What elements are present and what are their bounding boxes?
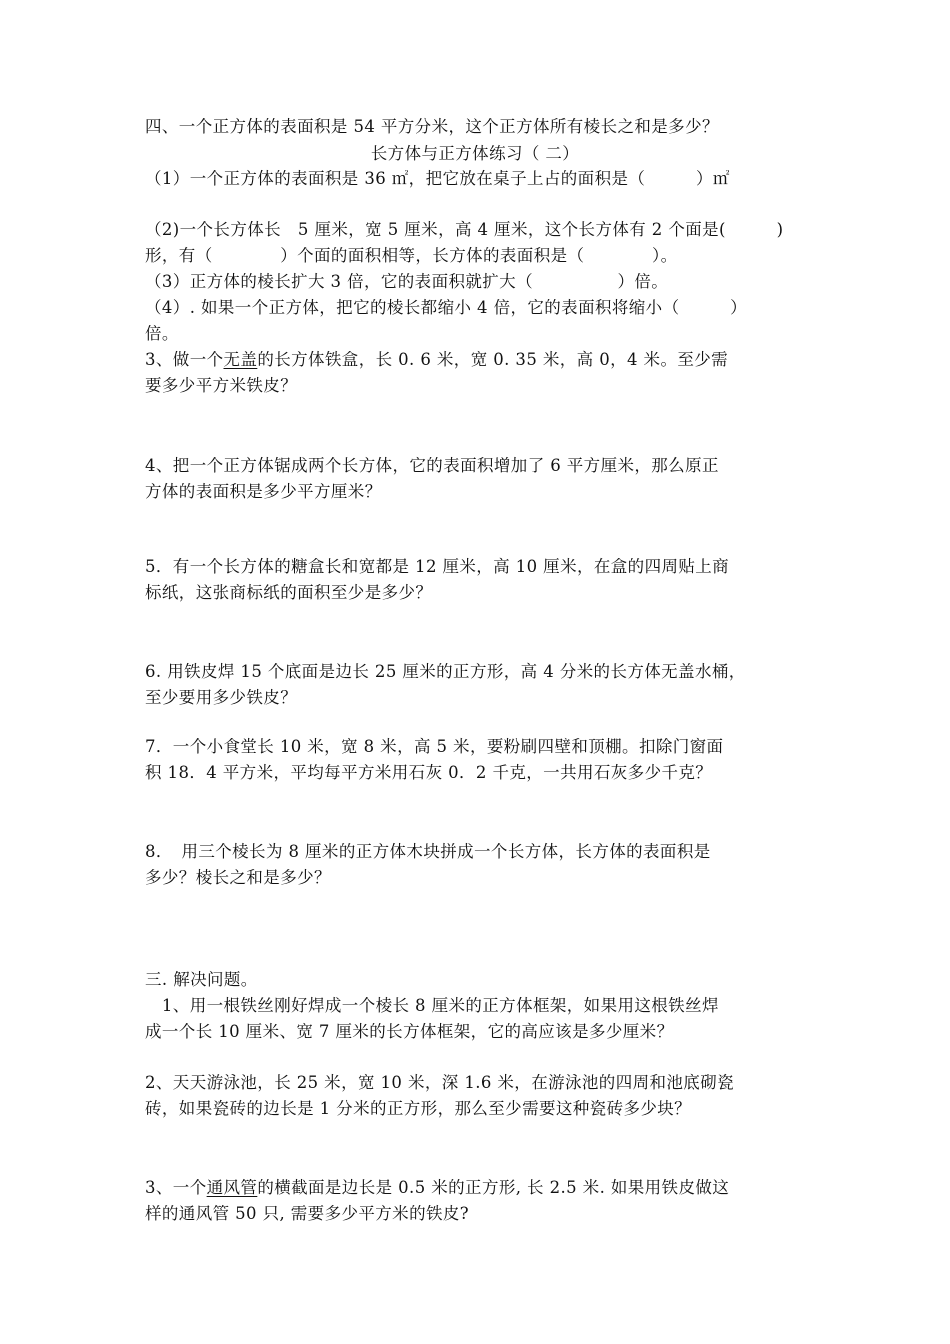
problem-3-underlined: 无盖 [223, 350, 258, 369]
section-3-question-1-line1: 1、用一根铁丝刚好焊成一个棱长 8 厘米的正方体框架，如果用这根铁丝焊 [145, 996, 719, 1015]
question-3-underlined: 通风管 [206, 1178, 258, 1197]
section-3-question-3-line1 [145, 1178, 810, 1198]
section-3-question-3-line2: 样的通风管 50 只, 需要多少平方米的铁皮? [145, 1204, 470, 1223]
question-3-rest: 的横截面是边长是 0.5 米的正方形, 长 2.5 米. 如果用铁皮做这 [257, 1178, 730, 1197]
fill-question-2-line2: 形，有（ ）个面的面积相等，长方体的表面积是（ ）。 [145, 246, 678, 265]
problem-7-line1: 7．一个小食堂长 10 米，宽 8 米，高 5 米，要粉刷四壁和顶棚。扣除门窗面 [145, 737, 724, 756]
section-3-heading: 三. 解决问题。 [145, 970, 258, 989]
problem-6-line1: 6. 用铁皮焊 15 个底面是边长 25 厘米的正方形，高 4 分米的长方体无盖水桶， [145, 662, 746, 681]
section-3-question-2-line1: 2、天天游泳池，长 25 米，宽 10 米，深 1.6 米，在游泳池的四周和池底砌瓷 [145, 1073, 734, 1092]
question-3-prefix: 3、一个 [145, 1178, 207, 1197]
problem-4-line2: 方体的表面积是多少平方厘米？ [145, 482, 382, 501]
problem-5-line1: 5．有一个长方体的糖盒长和宽都是 12 厘米，高 10 厘米，在盒的四周贴上商 [145, 557, 730, 576]
fill-question-4-line2: 倍。 [145, 324, 179, 343]
problem-3-line1 [145, 350, 810, 370]
problem-3-rest: 的长方体铁盒，长 0. 6 米，宽 0. 35 米，高 0，4 米。至少需 [257, 350, 729, 369]
problem-7-line2: 积 18．4 平方米，平均每平方米用石灰 0．2 千克，一共用石灰多少千克？ [145, 763, 713, 782]
section-3-question-2-line2: 砖，如果瓷砖的边长是 1 分米的正方形，那么至少需要这种瓷砖多少块？ [145, 1099, 692, 1118]
problem-3-prefix: 3、做一个 [145, 350, 224, 369]
problem-5-line2: 标纸，这张商标纸的面积至少是多少？ [145, 583, 433, 602]
problem-8-line2: 多少？棱长之和是多少？ [145, 868, 331, 887]
section-3-question-1-line2: 成一个长 10 厘米、宽 7 厘米的长方体框架，它的高应该是多少厘米？ [145, 1022, 674, 1041]
fill-question-4-line1: （4）. 如果一个正方体，把它的棱长都缩小 4 倍，它的表面积将缩小（ ） [145, 298, 748, 317]
problem-3-line2: 要多少平方米铁皮？ [145, 376, 298, 395]
fill-question-2-line1: （2)一个长方体长 5 厘米，宽 5 厘米，高 4 厘米，这个长方体有 2 个面是( ) [145, 220, 784, 239]
question-four: 四、一个正方体的表面积是 54 平方分米，这个正方体所有棱长之和是多少？ [145, 117, 719, 136]
problem-6-line2: 至少要用多少铁皮？ [145, 688, 298, 707]
problem-8-line1: 8． 用三个棱长为 8 厘米的正方体木块拼成一个长方体，长方体的表面积是 [145, 842, 711, 861]
section-title: 长方体与正方体练习（ 二） [370, 144, 580, 163]
fill-question-3: （3）正方体的棱长扩大 3 倍，它的表面积就扩大（ ）倍。 [145, 272, 669, 291]
problem-4-line1: 4、把一个正方体锯成两个长方体，它的表面积增加了 6 平方厘米，那么原正 [145, 456, 719, 475]
fill-question-1: （1）一个正方体的表面积是 36 ㎡，把它放在桌子上占的面积是（ ）㎡ [145, 169, 730, 188]
